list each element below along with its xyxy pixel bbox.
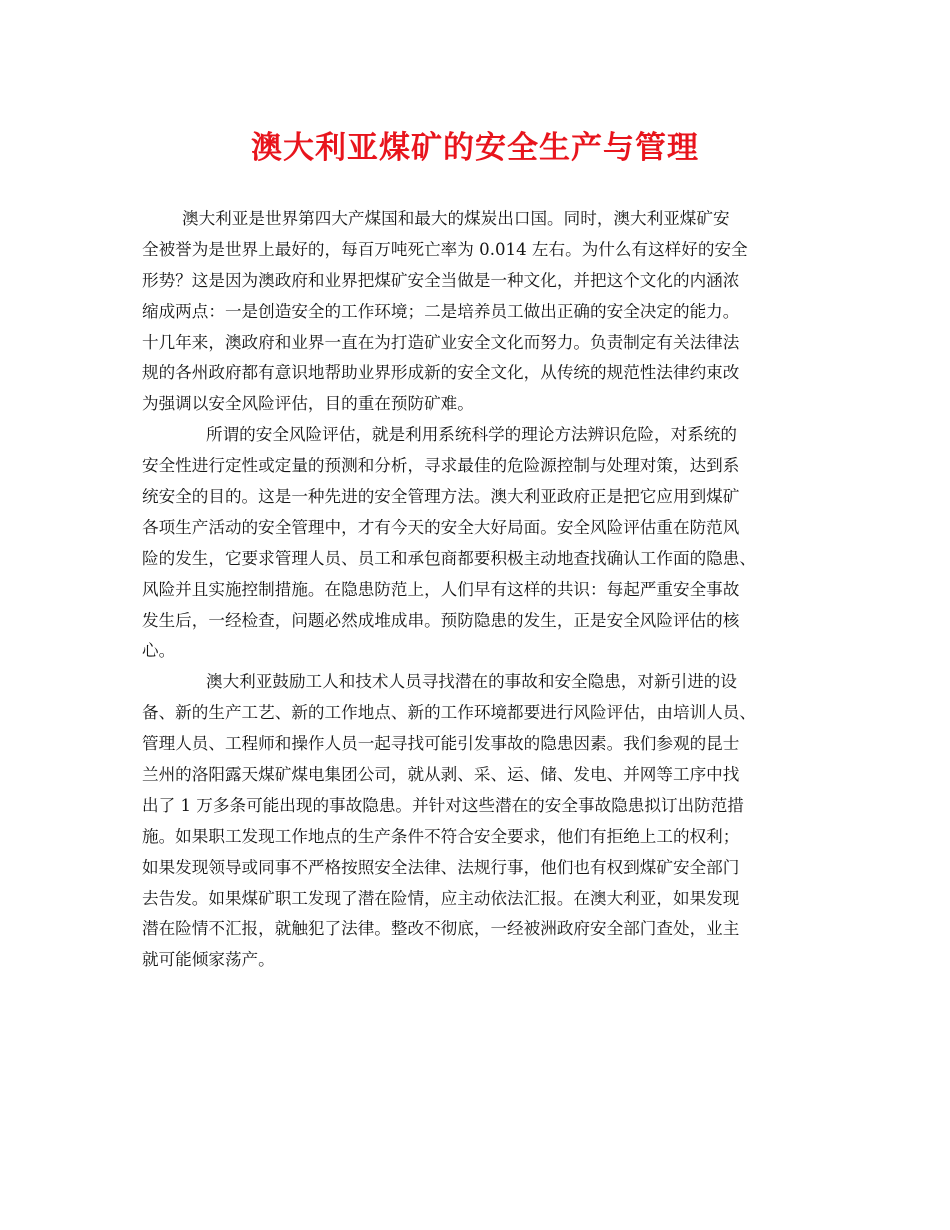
- paragraph-line: 管理人员、工程师和操作人员一起寻找可能引发事故的隐患因素。我们参观的昆士: [142, 734, 740, 754]
- paragraph-line: 就可能倾家荡产。: [142, 950, 275, 970]
- paragraph-line: 澳大利亚鼓励工人和技术人员寻找潜在的事故和安全隐患，对新引进的设: [206, 672, 737, 692]
- paragraph-line: 各项生产活动的安全管理中，才有今天的安全大好局面。安全风险评估重在防范风: [142, 517, 740, 537]
- document-title: 澳大利亚煤矿的安全生产与管理: [251, 130, 699, 166]
- paragraph-line: 规的各州政府都有意识地帮助业界形成新的安全文化，从传统的规范性法律约束改: [142, 363, 740, 383]
- paragraph-line: 所谓的安全风险评估，就是利用系统科学的理论方法辨识危险，对系统的: [206, 425, 737, 445]
- paragraph-line: 十几年来，澳政府和业界一直在为打造矿业安全文化而努力。负责制定有关法律法: [142, 332, 740, 352]
- paragraph-line: 为强调以安全风险评估，目的重在预防矿难。: [142, 394, 474, 414]
- paragraph-line: 出了 1 万多条可能出现的事故隐患。并针对这些潜在的安全事故隐患拟订出防范措: [142, 795, 744, 815]
- paragraph-line: 形势？这是因为澳政府和业界把煤矿安全当做是一种文化，并把这个文化的内涵浓: [142, 270, 740, 290]
- document-body: [142, 204, 814, 976]
- paragraph-line: 澳大利亚是世界第四大产煤国和最大的煤炭出口国。同时，澳大利亚煤矿安: [182, 209, 730, 228]
- paragraph-line: 心。: [142, 641, 176, 661]
- paragraph-line: 如果发现领导或同事不严格按照安全法律、法规行事，他们也有权到煤矿安全部门: [142, 857, 740, 877]
- paragraph-line: 风险并且实施控制措施。在隐患防范上，人们早有这样的共识：每起严重安全事故: [142, 579, 740, 599]
- paragraph-line: 安全性进行定性或定量的预测和分析，寻求最佳的危险源控制与处理对策，达到系: [142, 456, 740, 476]
- paragraph-line: 全被誉为是世界上最好的，每百万吨死亡率为 0.014 左右。为什么有这样好的安全: [142, 239, 748, 259]
- paragraph-1: [142, 204, 814, 420]
- paragraph-line: 发生后，一经检查，问题必然成堆成串。预防隐患的发生，正是安全风险评估的核: [142, 610, 740, 630]
- paragraph-line: 潜在险情不汇报，就触犯了法律。整改不彻底，一经被洲政府安全部门查处，业主: [142, 919, 740, 939]
- paragraph-3: [142, 667, 814, 976]
- paragraph-line: 统安全的目的。这是一种先进的安全管理方法。澳大利亚政府正是把它应用到煤矿: [142, 487, 740, 507]
- paragraph-line: 缩成两点：一是创造安全的工作环境；二是培养员工做出正确的安全决定的能力。: [142, 301, 740, 321]
- paragraph-2: [142, 420, 814, 667]
- paragraph-line: 备、新的生产工艺、新的工作地点、新的工作环境都要进行风险评估，由培训人员、: [142, 703, 756, 723]
- paragraph-line: 兰州的洛阳露天煤矿煤电集团公司，就从剥、采、运、储、发电、并网等工序中找: [142, 765, 740, 785]
- paragraph-line: 险的发生，它要求管理人员、员工和承包商都要积极主动地查找确认工作面的隐患、: [142, 548, 756, 568]
- paragraph-line: 施。如果职工发现工作地点的生产条件不符合安全要求，他们有拒绝上工的权利；: [142, 826, 740, 846]
- paragraph-line: 去告发。如果煤矿职工发现了潜在险情，应主动依法汇报。在澳大利亚，如果发现: [142, 888, 740, 908]
